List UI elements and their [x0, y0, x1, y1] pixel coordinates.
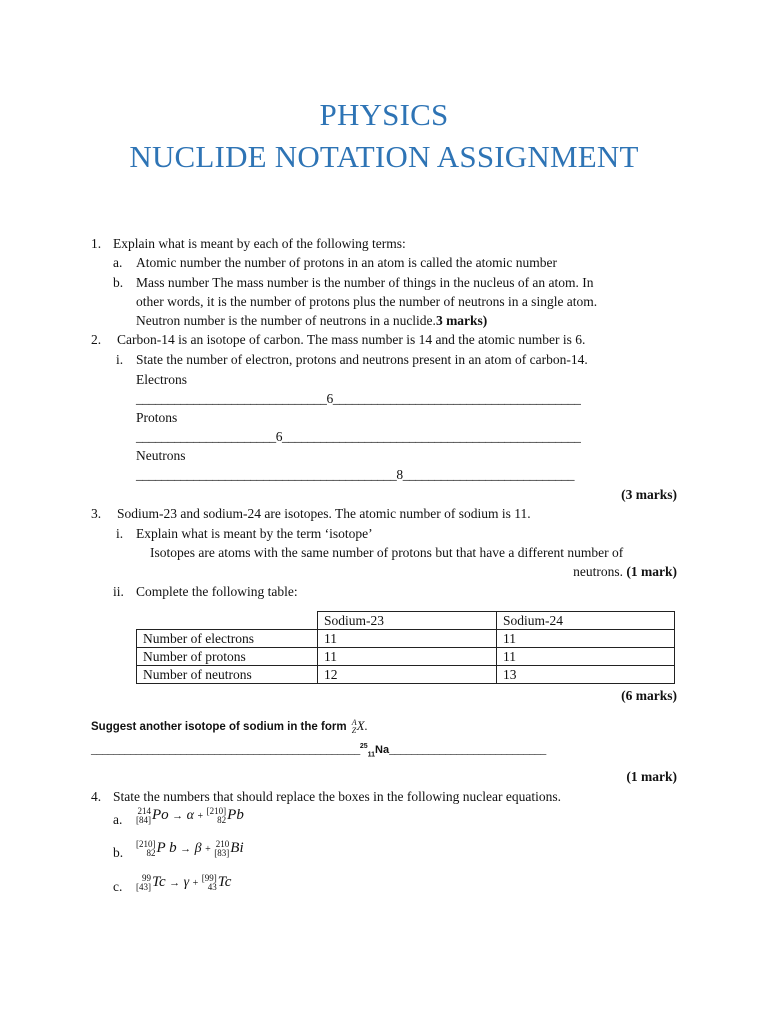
table-cell: 11 — [318, 648, 497, 666]
q3-suggest-blank-right: ____________________________ — [389, 742, 546, 756]
q3-suggest-atomic: 11 — [367, 751, 376, 759]
q2-protons-label: Protons — [136, 410, 178, 425]
q1-number: 1. — [91, 236, 102, 251]
q3-number: 3. — [91, 506, 102, 521]
beta-particle: β — [194, 841, 202, 856]
arrow-icon: → — [180, 843, 192, 855]
q2-protons-answer: ______________________6_______________________________________________ — [136, 429, 581, 444]
q3-table-marks: (6 marks) — [621, 688, 677, 703]
table-cell: 11 — [497, 630, 675, 648]
q2-i-label: i. — [116, 352, 124, 367]
q2-prompt: Carbon-14 is an isotope of carbon. The mass number is 14 and the atomic number is 6. — [117, 332, 586, 347]
plus-sign: + — [192, 878, 199, 889]
q4-c-label: c. — [113, 879, 123, 894]
atomic-number-box: [43] — [136, 882, 151, 893]
table-cell: 11 — [497, 648, 675, 666]
atomic-number-box: [84] — [136, 815, 151, 826]
plus-sign: + — [205, 844, 211, 855]
q3-suggest-answer — [91, 737, 546, 764]
atomic-number: 82 — [217, 815, 227, 826]
table-header-cell: Sodium-23 — [318, 612, 497, 630]
q4-a-label: a. — [113, 812, 123, 827]
q1-marks: 3 marks) — [435, 313, 488, 328]
q4-b-parent — [136, 839, 177, 858]
mass-number-box: [210] — [206, 806, 227, 817]
q3-i-answer-line1: Isotopes are atoms with the same number of protons but that have a different number of — [150, 545, 624, 560]
q3-ii-text: Complete the following table: — [136, 584, 298, 599]
q3-i-marks: (1 mark) — [626, 564, 677, 579]
atomic-number-box: [83] — [214, 848, 230, 859]
atomic-number: 82 — [146, 848, 156, 859]
q3-i-answer-text: neutrons. — [573, 564, 623, 579]
element-symbol: Tc — [152, 874, 166, 891]
table-header-cell: Sodium-24 — [497, 612, 675, 630]
element-symbol: Tc — [217, 874, 232, 891]
q3-suggest-line — [91, 716, 368, 737]
q3-prompt: Sodium-23 and sodium-24 are isotopes. The atomic number of sodium is 11. — [117, 506, 531, 521]
q4-a-parent — [136, 806, 169, 825]
table-cell: Number of neutrons — [137, 666, 318, 684]
q3-suggest-marks: (1 mark) — [626, 769, 677, 784]
alpha-particle: α — [186, 808, 195, 823]
table-header-cell — [137, 612, 318, 630]
q3-suggest-text: Suggest another isotope of sodium in the form — [91, 721, 347, 733]
page-title-subject: PHYSICS — [319, 97, 449, 132]
table-cell: Number of electrons — [137, 630, 318, 648]
element-symbol: Pb — [227, 807, 244, 824]
element-symbol: P b — [156, 840, 177, 857]
table-row — [137, 648, 675, 666]
q3-suggest-Z: Z — [351, 725, 357, 735]
mass-number: 210 — [215, 839, 230, 850]
table-cell: Number of protons — [137, 648, 318, 666]
element-symbol: Po — [152, 807, 169, 824]
q2-electrons-answer: ______________________________6_______________________________________ — [136, 391, 581, 406]
q4-c-parent — [136, 873, 166, 892]
q2-number: 2. — [91, 332, 102, 347]
table-cell: 11 — [318, 630, 497, 648]
q3-suggest-blank-left: ________________________________________________ — [91, 742, 360, 756]
q3-suggest-symbol: Na — [375, 744, 390, 756]
q4-prompt: State the numbers that should replace the boxes in the following nuclear equations. — [113, 789, 562, 804]
q4-c-equation — [136, 873, 231, 893]
q3-ii-label: ii. — [113, 584, 124, 599]
q4-b-equation — [136, 839, 244, 859]
mass-number: 99 — [142, 873, 151, 884]
q4-b-label: b. — [113, 845, 124, 860]
mass-number-box: [210] — [136, 839, 156, 850]
q2-electrons-label: Electrons — [136, 372, 187, 387]
page-title-assignment: NUCLIDE NOTATION ASSIGNMENT — [129, 139, 639, 174]
q1-prompt: Explain what is meant by each of the following terms: — [113, 236, 406, 251]
q4-a-daughter — [207, 806, 244, 825]
q1-a-answer: Atomic number the number of protons in an atom is called the atomic number — [136, 255, 558, 270]
q4-b-daughter — [214, 839, 243, 858]
element-symbol: Bi — [230, 840, 244, 857]
arrow-icon: → — [169, 877, 181, 889]
q2-i-text: State the number of electron, protons and neutrons present in an atom of carbon-14. — [136, 352, 588, 367]
table-row — [137, 666, 675, 684]
q2-neutrons-answer: _________________________________________8___________________________ — [136, 467, 575, 482]
mass-number-box: [99] — [201, 873, 217, 884]
plus-sign: + — [197, 811, 204, 822]
q2-neutrons-label: Neutrons — [136, 448, 186, 463]
arrow-icon: → — [172, 810, 184, 822]
atomic-number: 43 — [207, 882, 217, 893]
q3-suggest-mass: 25 — [359, 743, 368, 750]
q4-number: 4. — [91, 789, 102, 804]
q3-suggest-A: A — [351, 717, 357, 727]
isotope-table — [136, 611, 675, 684]
q4-a-equation — [136, 806, 244, 826]
gamma-particle: γ — [183, 875, 190, 890]
table-cell: 13 — [497, 666, 675, 684]
q1-b-label: b. — [113, 275, 124, 290]
q1-b-answer-line1: Mass number The mass number is the number of things in the nucleus of an atom. In — [136, 275, 594, 290]
table-cell: 12 — [318, 666, 497, 684]
q1-b-answer-text: Neutron number is the number of neutrons in a nuclide. — [136, 313, 436, 328]
table-row — [137, 630, 675, 648]
q1-a-label: a. — [113, 255, 123, 270]
q3-suggest-X: X. — [356, 718, 368, 733]
q2-marks: (3 marks) — [621, 487, 677, 502]
q1-b-answer-line2: other words, it is the number of protons plus the number of neutrons in a single atom. — [136, 294, 598, 309]
mass-number: 214 — [137, 806, 151, 817]
table-header-row — [137, 612, 675, 630]
q3-i-text: Explain what is meant by the term ‘isotope’ — [136, 526, 373, 541]
q4-c-daughter — [202, 873, 232, 892]
q3-i-answer-line2 — [573, 562, 677, 581]
q1-b-answer-line3 — [136, 311, 487, 330]
q3-i-label: i. — [116, 526, 124, 541]
